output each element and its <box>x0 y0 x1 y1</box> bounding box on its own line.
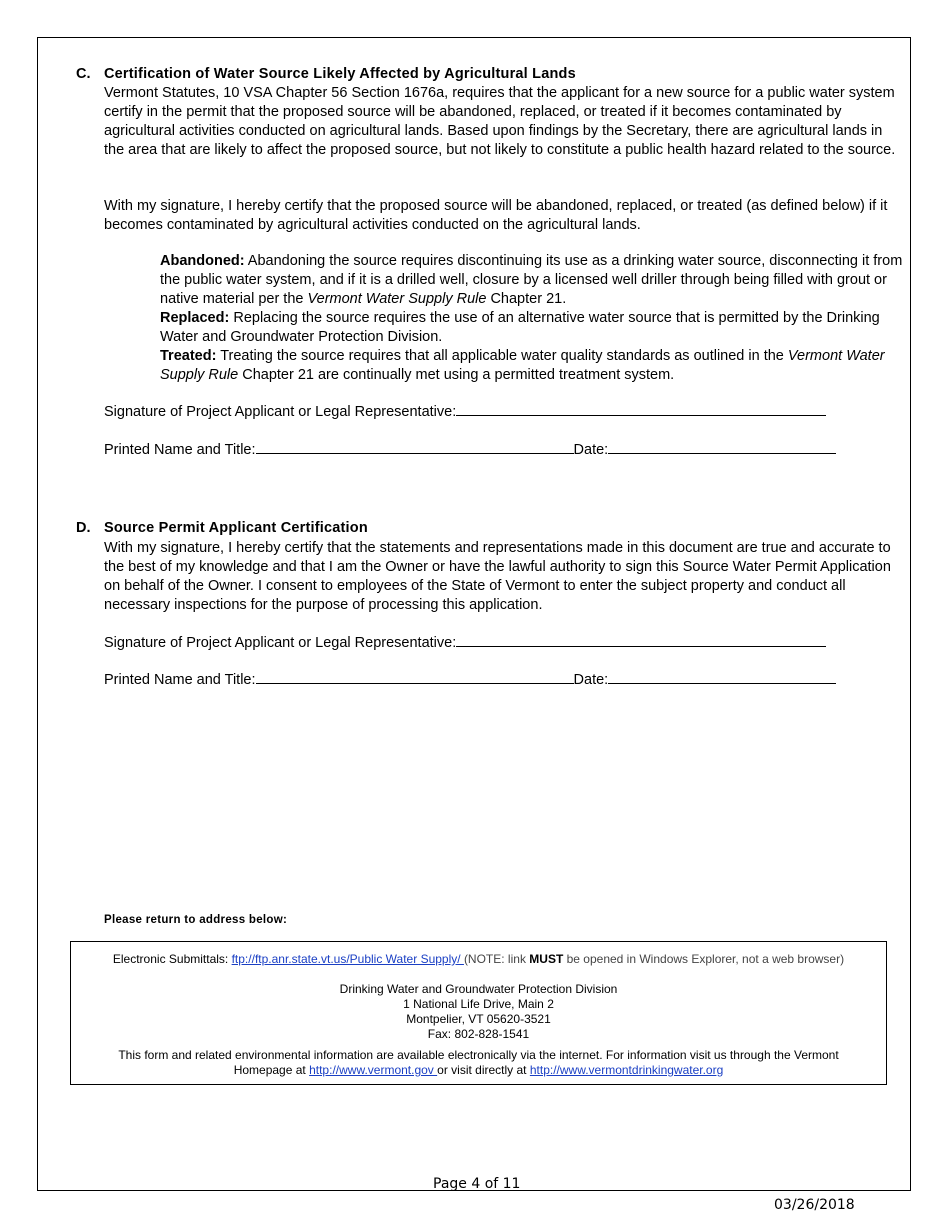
definition-replaced: Replaced: Replacing the source requires the use of an alternative water source that is permitted by the Drinking Water and Groundwater Protection Division. <box>160 310 880 345</box>
term-replaced: Replaced: <box>160 310 230 326</box>
section-d-name-row <box>104 669 836 688</box>
return-address-label: Please return to address below: <box>104 914 288 926</box>
printed-name-field[interactable] <box>256 669 574 684</box>
revision-date: 03/26/2018 <box>774 1197 855 1213</box>
mailing-address <box>71 982 886 1042</box>
section-d-title: Source Permit Applicant Certification <box>104 520 368 536</box>
division-name: Drinking Water and Groundwater Protection Division <box>339 982 618 996</box>
definitions-block <box>160 252 908 385</box>
section-c-certify-text: With my signature, I hereby certify that the proposed source will be abandoned, replaced, or treated (as defined below) if it becomes contaminated by agricultural activities conducted on the agricultural lands. <box>104 198 888 233</box>
section-c-name-row <box>104 439 836 458</box>
date-field[interactable] <box>608 439 836 454</box>
fax-number: Fax: 802-828-1541 <box>427 1027 530 1041</box>
printed-name-label: Printed Name and Title: <box>104 442 256 458</box>
section-c-intro: Vermont Statutes, 10 VSA Chapter 56 Section 1676a, requires that the applicant for a new source for a public water system certify in the permit that the proposed source will be abandoned, replaced, or treated if it becomes contaminated by agricultural activities conducted on agricultural lands. Based upon findings by the Secretary, there are agricultural lands in the area that are likely to affect the proposed source, but not likely to constitute a public health hazard related to the source. <box>104 85 896 158</box>
term-treated: Treated: <box>160 348 217 364</box>
section-d-letter: D. <box>76 520 91 536</box>
printed-name-field[interactable] <box>256 439 574 454</box>
date-label: Date: <box>573 672 609 688</box>
signature-label: Signature of Project Applicant or Legal Representative: <box>104 404 457 420</box>
vermont-gov-link[interactable]: http://www.vermont.gov <box>309 1063 438 1077</box>
term-abandoned: Abandoned: <box>160 253 245 269</box>
ftp-link[interactable]: ftp://ftp.anr.state.vt.us/Public Water Supply/ <box>231 952 464 966</box>
return-address-box <box>70 941 887 1085</box>
must-emphasis: MUST <box>529 952 564 966</box>
date-field[interactable] <box>608 669 836 684</box>
date-label: Date: <box>573 442 609 458</box>
city-state-zip: Montpelier, VT 05620-3521 <box>406 1012 551 1026</box>
definition-abandoned: Abandoned: Abandoning the source requires discontinuing its use as a drinking water source, disconnecting it from the public water system, and if it is a drilled well, closure by a licensed well driller through being filled with grout or native material per the Vermont Water Supply Rule Chapter 21. <box>160 253 903 307</box>
signature-label: Signature of Project Applicant or Legal Representative: <box>104 635 457 651</box>
signature-field[interactable] <box>456 401 826 416</box>
signature-field[interactable] <box>456 632 826 647</box>
printed-name-label: Printed Name and Title: <box>104 672 256 688</box>
internet-info: This form and related environmental information are available electronically via the internet. For information visit us through the Vermont Homepage at http://www.vermont.gov or visit directly at http://www.vermontdrinkingwater.org <box>118 1048 839 1077</box>
electronic-submittals: Electronic Submittals: ftp://ftp.anr.state.vt.us/Public Water Supply/ (NOTE: link MUST be opened in Windows Explorer, not a web browser) <box>112 952 845 966</box>
definition-treated: Treated: Treating the source requires that all applicable water quality standards as outlined in the Vermont Water Supply Rule Chapter 21 are continually met using a permitted treatment system. <box>160 348 885 383</box>
street-address: 1 National Life Drive, Main 2 <box>403 997 554 1011</box>
rule-reference: Vermont Water Supply Rule <box>307 291 487 307</box>
section-c-signature-row <box>104 401 826 420</box>
page-number: Page 4 of 11 <box>433 1176 521 1192</box>
section-d-certify-text: With my signature, I hereby certify that the statements and representations made in this document are true and accurate to the best of my knowledge and that I am the Owner or have the lawful authority to sign this Source Water Permit Application on behalf of the Owner. I consent to employees of the State of Vermont to enter the subject property and conduct all necessary inspections for the purpose of processing this application. <box>104 540 891 613</box>
section-c-letter: C. <box>76 66 91 82</box>
rule-reference: Vermont Water Supply Rule <box>160 348 885 383</box>
section-c-title: Certification of Water Source Likely Affected by Agricultural Lands <box>104 66 576 82</box>
section-d-signature-row <box>104 632 826 651</box>
drinking-water-link[interactable]: http://www.vermontdrinkingwater.org <box>529 1063 724 1077</box>
